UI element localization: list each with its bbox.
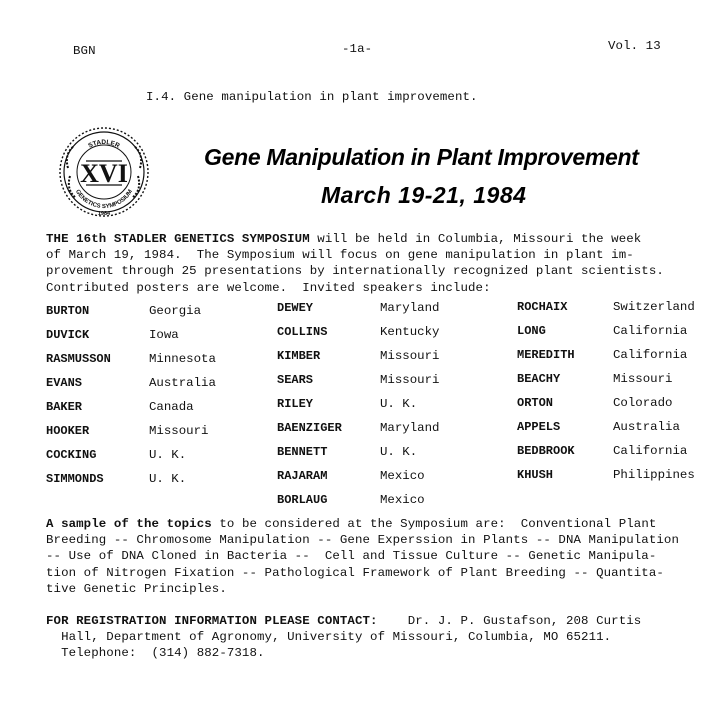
speaker-location: California — [613, 444, 688, 458]
speaker-name: BENNETT — [277, 445, 328, 459]
speaker-location: Philippines — [613, 468, 695, 482]
intro-lead: THE 16th STADLER GENETICS SYMPOSIUM — [46, 232, 310, 246]
speaker-location: U. K. — [380, 397, 418, 411]
speaker-name: DEWEY — [277, 301, 314, 315]
speakers-col-2-places — [380, 296, 440, 512]
speaker-name: BAKER — [46, 400, 83, 414]
contact-line-1: Dr. J. P. Gustafson, 208 Curtis — [377, 614, 642, 628]
logo-ring-bottom: GENETICS SYMPOSIUM — [73, 188, 135, 211]
intro-paragraph — [46, 231, 725, 296]
speaker-name: BAENZIGER — [277, 421, 342, 435]
speaker-location: Australia — [613, 420, 680, 434]
section-heading: I.4. Gene manipulation in plant improvement. — [146, 90, 478, 104]
speaker-location: Maryland — [380, 301, 440, 315]
speaker-name: RAJARAM — [277, 469, 328, 483]
header-left: BGN — [73, 44, 96, 58]
speaker-location: Australia — [149, 376, 216, 390]
topics-paragraph — [46, 516, 725, 597]
speaker-location: Missouri — [380, 349, 440, 363]
speaker-name: RILEY — [277, 397, 314, 411]
topics-line-1: to be considered at the Symposium are: Conventional Plant — [211, 517, 657, 531]
speaker-name: COLLINS — [277, 325, 328, 339]
speaker-name: BURTON — [46, 304, 90, 318]
intro-line-2: of March 19, 1984. The Symposium will focus on gene manipulation in plant im- — [46, 248, 634, 263]
speakers-col-3-names — [517, 295, 575, 487]
speaker-location: Colorado — [613, 396, 673, 410]
speaker-location: California — [613, 348, 688, 362]
speaker-location: Kentucky — [380, 325, 440, 339]
contact-line-2: Hall, Department of Agronomy, University of Missouri, Columbia, MO 65211. — [61, 630, 612, 645]
intro-line-4: Contributed posters are welcome. Invited speakers include: — [46, 280, 491, 295]
speaker-name: BEDBROOK — [517, 444, 575, 458]
speaker-name: ROCHAIX — [517, 300, 568, 314]
speaker-name: SEARS — [277, 373, 314, 387]
speaker-location: U. K. — [380, 445, 418, 459]
topics-lead: A sample of the topics — [46, 517, 212, 531]
speaker-location: Maryland — [380, 421, 440, 435]
svg-text:STADLER — [87, 139, 121, 150]
contact-line-3: Telephone: (314) 882-7318. — [61, 646, 265, 661]
speaker-name: BEACHY — [517, 372, 561, 386]
speaker-name: HOOKER — [46, 424, 90, 438]
speakers-col-3-places — [613, 295, 695, 487]
contact-paragraph — [46, 613, 725, 662]
speaker-name: LONG — [517, 324, 546, 338]
logo-numeral: XVI — [80, 159, 128, 188]
speakers-col-1-names — [46, 299, 111, 491]
speaker-name: EVANS — [46, 376, 83, 390]
logo-ring-top: STADLER — [87, 138, 121, 150]
speaker-name: RASMUSSON — [46, 352, 111, 366]
speaker-location: Canada — [149, 400, 194, 414]
speakers-col-1-places — [149, 299, 216, 491]
speaker-location: Missouri — [613, 372, 673, 386]
topics-line-4: tion of Nitrogen Fixation -- Pathological Framework of Plant Breeding -- Quantita- — [46, 565, 664, 580]
speaker-location: Switzerland — [613, 300, 695, 314]
topics-line-2: Breeding -- Chromosome Manipulation -- Gene Experssion in Plants -- DNA Manipulation — [46, 533, 679, 548]
speaker-location: Mexico — [380, 469, 425, 483]
speaker-name: COCKING — [46, 448, 97, 462]
speaker-location: Missouri — [149, 424, 209, 438]
title-line-2: March 19-21, 1984 — [321, 182, 527, 208]
title-line-1: Gene Manipulation in Plant Improvement — [204, 144, 639, 170]
speaker-name: MEREDITH — [517, 348, 575, 362]
topics-line-3: -- Use of DNA Cloned in Bacteria -- Cell and Tissue Culture -- Genetic Manipula- — [46, 549, 657, 564]
speaker-location: California — [613, 324, 688, 338]
speaker-location: Missouri — [380, 373, 440, 387]
speaker-location: Mexico — [380, 493, 425, 507]
contact-lead: FOR REGISTRATION INFORMATION PLEASE CONTACT: — [46, 614, 378, 628]
logo-seal-icon — [56, 124, 152, 220]
speaker-name: DUVICK — [46, 328, 90, 342]
speakers-col-2-names — [277, 296, 342, 512]
speaker-location: Iowa — [149, 328, 179, 342]
speaker-name: BORLAUG — [277, 493, 328, 507]
topics-line-5: tive Genetic Principles. — [46, 581, 227, 596]
speaker-location: U. K. — [149, 448, 187, 462]
intro-line-3: provement through 25 presentations by internationally recognized plant scientists. — [46, 264, 664, 279]
speaker-name: SIMMONDS — [46, 472, 104, 486]
speaker-location: Minnesota — [149, 352, 216, 366]
speaker-name: APPELS — [517, 420, 561, 434]
speaker-name: KHUSH — [517, 468, 554, 482]
volume-label: Vol. 13 — [608, 39, 661, 53]
speaker-name: KIMBER — [277, 349, 321, 363]
speaker-name: ORTON — [517, 396, 554, 410]
logo-year: 1984 — [97, 211, 111, 217]
symposium-logo — [56, 124, 152, 220]
intro-line-1: will be held in Columbia, Missouri the week — [309, 232, 642, 246]
speaker-location: Georgia — [149, 304, 202, 318]
speaker-location: U. K. — [149, 472, 187, 486]
page-number: -1a- — [342, 42, 373, 56]
